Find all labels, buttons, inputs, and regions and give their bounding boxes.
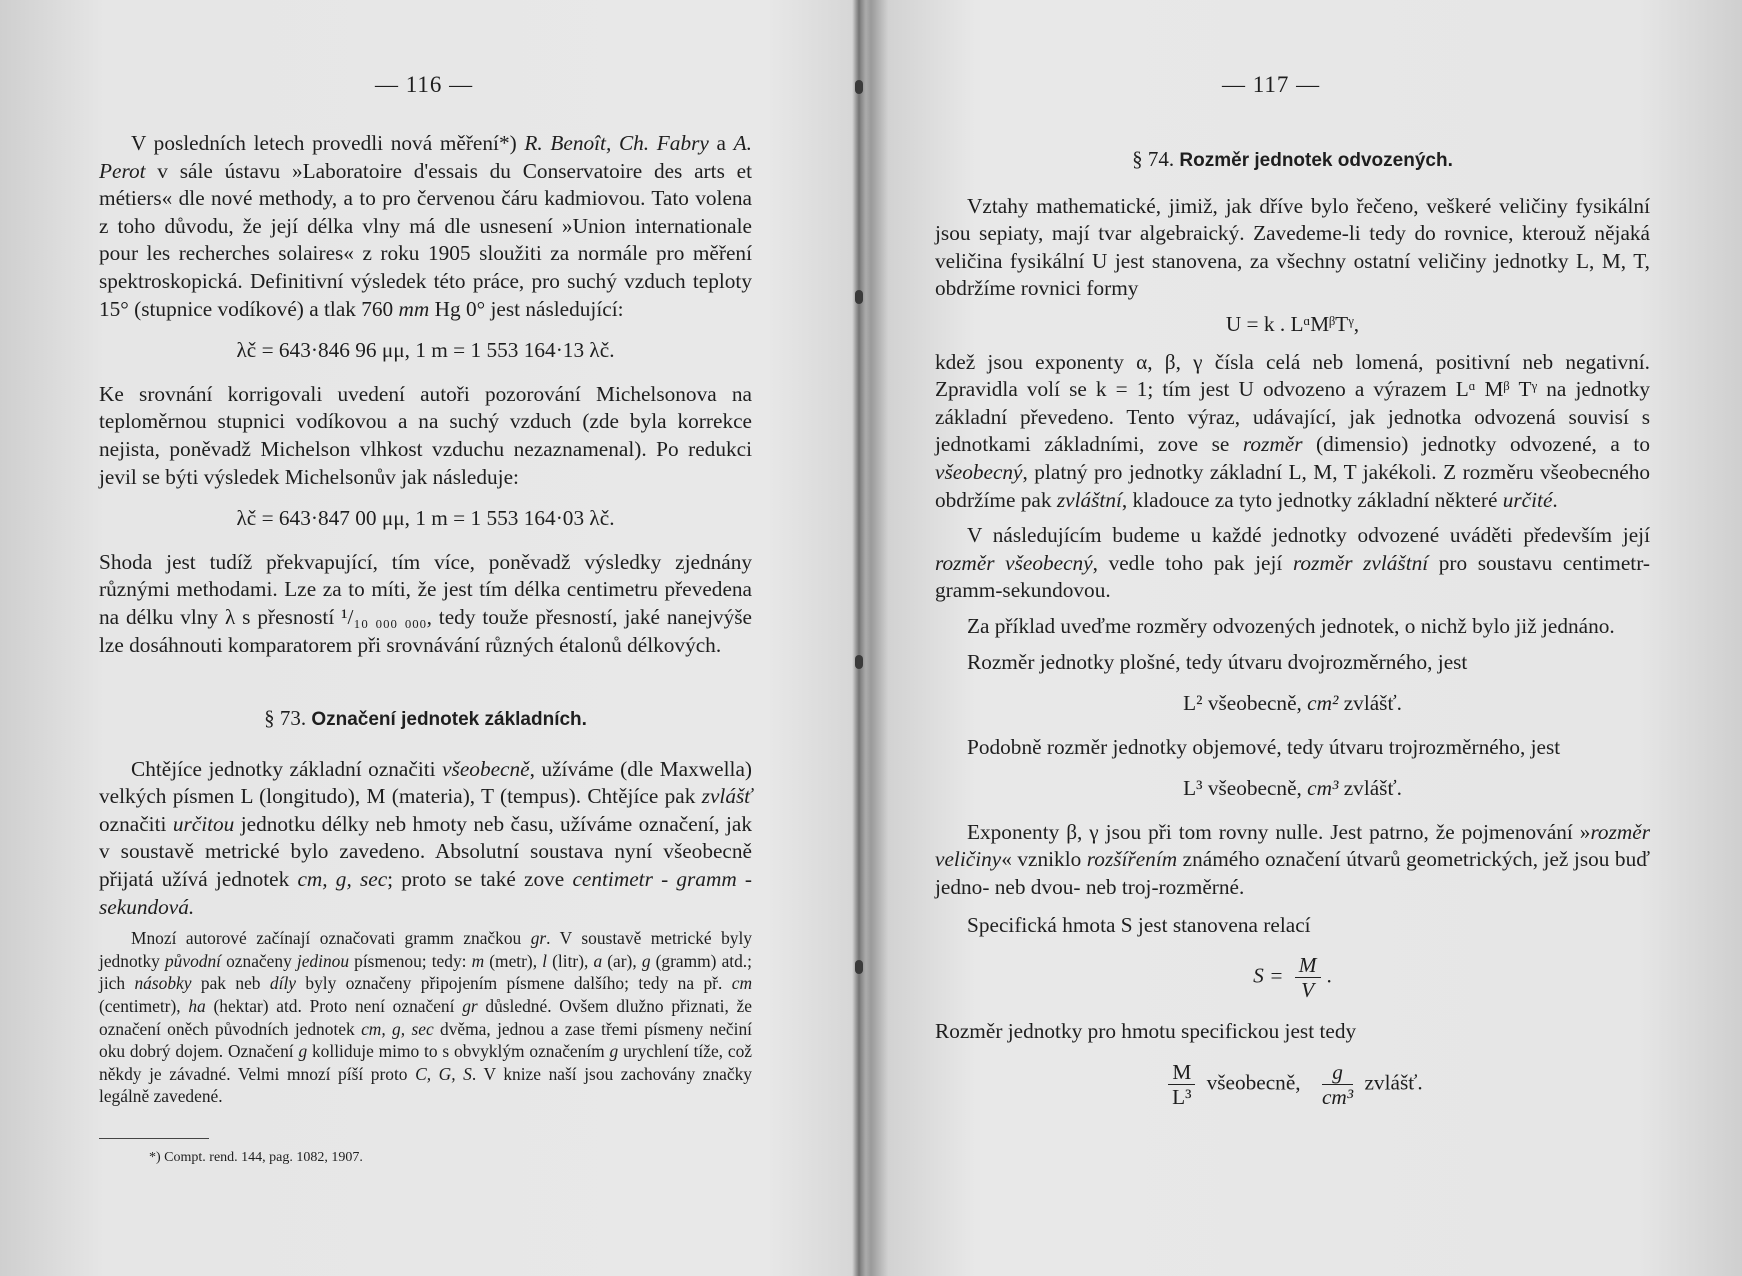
small-print-note: Mnozí autorové začínají označovati gramm značkou gr. V soustavě metrické byly jednotky původní označeny jedinou písmenou; tedy: m (metr), l (litr), a (ar), g (gramm) atd.; jich násobky pak neb díly byly označeny připojením písmene dalšího; tedy na př. cm (centimetr), ha (hektar) atd. Proto není označení gr důsledné. Ovšem dlužno přiznati, že označení oněch původních jednotek cm, g, sec dvěma, jednou a zase třemi písmeny nečiní oku dobrý dojem. Označení g kolliduje mimo to s obvyklým označením g urychlení tíže, což někdy je závadné. Velmi mnozí píší proto C, G, S. V knize naší jsou zachovány značky legálně zavedené.: [99, 928, 753, 1107]
paragraph: Chtějíce jednotky základní označiti všeobecně, užíváme (dle Maxwella) velkých písmen L (longitudo), M (materia), T (tempus). Chtějíce pak zvlášť označiti určitou jednotku délky neb hmoty neb času, užíváme označení, jak v soustavě metrické bylo zavedeno. Absolutní soustava nyní všeobecně přijatá užívá jednotek cm, g, sec; proto se také zove centimetr - gramm - sekundová.: [99, 756, 752, 919]
paragraph: V posledních letech provedli nová měření*) R. Benoît, Ch. Fabry a A. Perot v sále ústavu »Laboratoire d'essais du Conservatoire des arts et métiers« dle nové methody, a to pro červenou čáru kadmiovou. Tato volena z toho důvodu, že její délka vlny má dle usnesení »Union internationale pour les recherches solaires« z roku 1905 sloužiti za normále pro měření spektroskopická. Definitivní výsledek této práce, pro suchý vzduch teploty 15° (stupnice vodíkové) a tlak 760 mm Hg 0° jest následující:: [99, 131, 752, 321]
paragraph: Ke srovnání korrigovali uvedení autoři pozorování Michelsonova na teploměrnou stupnici vodíkovou a na suchý vzduch (zde byla korrekce nejista, poněvadž Michelson vlhkost vzduchu nezaznamenal). Po redukci jevil se býti výsledek Michelsonův jak následuje:: [99, 381, 752, 489]
right-page-body: [935, 146, 1650, 1125]
paragraph: Specifická hmota S jest stanovena relací: [967, 912, 1311, 937]
right-page: [860, 0, 1742, 1276]
paragraph: Exponenty β, γ jsou při tom rovny nulle. Jest patrno, že pojmenování »rozměr veličiny« vzniklo rozšířením známého označení útvarů geometrických, jež jsou buď jedno- neb dvou- neb troj-rozměrné.: [935, 819, 1650, 900]
fraction: $\frac{M}{V}$: [1295, 953, 1321, 1002]
equation: $\frac{M}{\text{L³}}$ všeobecně, $\frac{g}{\text{cm³}}$ zvlášť.: [935, 1060, 1650, 1109]
paragraph: Za příklad uveďme rozměry odvozených jednotek, o nichž bylo již jednáno.: [967, 613, 1615, 638]
page-number: — 116 —: [375, 72, 474, 97]
footnote-rule: [99, 1138, 209, 1139]
left-page-body: [99, 130, 752, 1167]
paragraph: kdež jsou exponenty α, β, γ čísla celá neb lomená, positivní neb negativní. Zpravidla volí se k = 1; tím jest U odvozeno a výrazem Lᵅ Mᵝ Tᵞ na jednotky základní převedeno. Tento výraz, udávající, jak jednotka odvozená souvisí s jednotkami základními, zove se rozměr (dimensio) jednotky odvozené, a to všeobecný, platný pro jednotky základní L, M, T jakékoli. Z rozměru všeobecného obdržíme pak zvláštní, kladouce za tyto jednotky základní některé určité.: [935, 349, 1650, 512]
paragraph: Vztahy mathematické, jimiž, jak dříve bylo řečeno, veškeré veličiny fysikální jsou sepiaty, mají tvar algebraický. Zavedeme-li tedy do rovnice, kterouž nějaká veličina fysikální U jest stanovena, za všechny ostatní veličiny jednotky L, M, T, obdržíme rovnici formy: [935, 193, 1650, 301]
equation: S = $\frac{M}{V}$ .: [1253, 953, 1332, 1003]
paragraph: Rozměr jednotky plošné, tedy útvaru dvojrozměrného, jest: [967, 649, 1468, 674]
fraction: $\frac{g}{\text{cm³}}$: [1321, 1059, 1354, 1109]
equation: L² všeobecně, cm² zvlášť.: [1183, 691, 1402, 716]
footnote: *) Compt. rend. 144, pag. 1082, 1907.: [149, 1150, 363, 1165]
paragraph: Rozměr jednotky pro hmotu specifickou jest tedy: [935, 1019, 1357, 1044]
fraction: $\frac{M}{\text{L³}}$: [1168, 1060, 1195, 1109]
section-heading: § 73. Označení jednotek základních.: [264, 706, 587, 731]
paragraph: Shoda jest tudíž překvapující, tím více, poněvadž výsledky zjednány různými methodami. Lze za to míti, že jest tím délka centimetru převedena na délku vlny λ s přesností ¹/₁₀ ₀₀₀ ₀₀₀, tedy touže přesností, jaké nanejvýše lze dosáhnouti komparatorem při srovnávání různých étalonů délkových.: [99, 549, 752, 657]
section-heading: § 74. Rozměr jednotek odvozených.: [1132, 147, 1453, 171]
paragraph: Podobně rozměr jednotky objemové, tedy útvaru trojrozměrného, jest: [967, 734, 1561, 759]
paragraph: V následujícím budeme u každé jednotky odvozené uváděti především její rozměr všeobecný, vedle toho pak její rozměr zvláštní pro soustavu centimetr-gramm-sekundovou.: [935, 523, 1650, 603]
equation: L³ všeobecně, cm³ zvlášť.: [1183, 776, 1402, 801]
equation: λč = 643·846 96 μμ, 1 m = 1 553 164·13 λč.: [236, 338, 615, 363]
equation: U = k . LᵅMᵝTᵞ,: [1225, 311, 1360, 336]
left-page: [0, 0, 855, 1276]
equation: λč = 643·847 00 μμ, 1 m = 1 553 164·03 λč.: [236, 506, 615, 531]
page-number: — 117 —: [1222, 72, 1321, 97]
